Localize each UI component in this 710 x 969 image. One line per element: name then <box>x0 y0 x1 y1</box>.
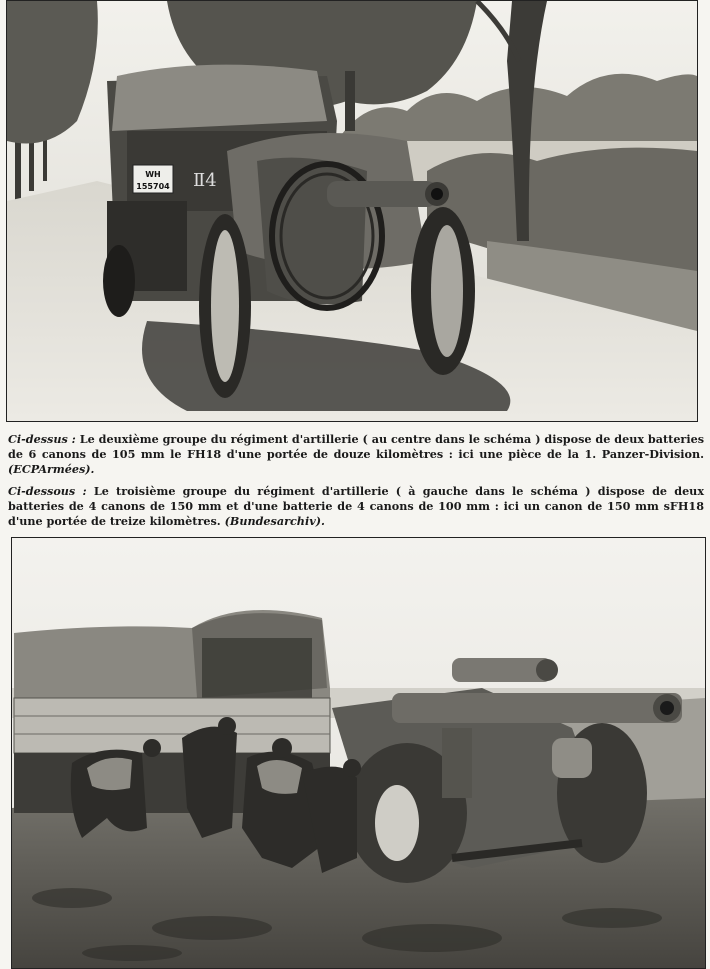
caption-bottom-text: Le troisième groupe du régiment d'artillerie ( à gauche dans le schéma ) dispose de deux batteries de 4 canons de 150 mm et d'une batterie de 4 canons de 100 mm : ici un canon de 150 mm sFH18 d'une portée de treize kilomètres. <box>8 484 704 528</box>
photo-bottom-sfh18 <box>11 537 706 969</box>
caption-top <box>8 432 704 477</box>
vehicle-marking: Ⅱ4 <box>193 170 217 191</box>
photo-top-lefh18 <box>6 0 698 422</box>
photo-bottom-image <box>12 538 705 968</box>
caption-top-lead: Ci-dessus : <box>8 432 76 446</box>
caption-bottom-lead: Ci-dessous : <box>8 484 87 498</box>
license-plate-line1: WH <box>145 170 161 179</box>
caption-top-credit: (ECPArmées). <box>8 462 95 476</box>
photo-top-image <box>7 1 697 421</box>
caption-bottom <box>8 484 704 529</box>
license-plate-line2: 155704 <box>136 182 170 191</box>
caption-bottom-credit: (Bundesarchiv). <box>224 514 325 528</box>
caption-top-text: Le deuxième groupe du régiment d'artillerie ( au centre dans le schéma ) dispose de deux batteries de 6 canons de 105 mm le FH18 d'une portée de douze kilomètres : ici une pièce de la 1. Panzer-Division. <box>8 432 704 461</box>
